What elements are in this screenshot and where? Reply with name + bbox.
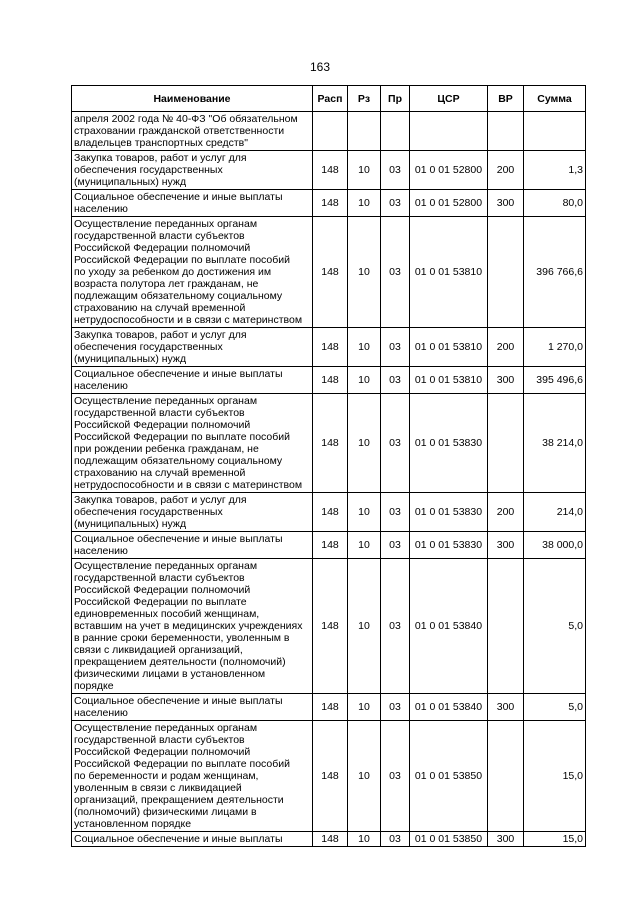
table-row [72,832,586,847]
cell-vr: 200 [488,151,524,190]
cell-vr [488,217,524,328]
cell-csr: 01 0 01 53810 [410,217,488,328]
cell-rz: 10 [348,190,381,217]
cell-pr: 03 [381,559,410,694]
cell-rasp: 148 [313,559,348,694]
cell-csr: 01 0 01 52800 [410,190,488,217]
cell-rasp: 148 [313,367,348,394]
cell-rasp: 148 [313,694,348,721]
cell-csr: 01 0 01 53810 [410,367,488,394]
cell-rz: 10 [348,532,381,559]
cell-rz: 10 [348,493,381,532]
cell-csr: 01 0 01 53850 [410,832,488,847]
cell-rasp: 148 [313,328,348,367]
cell-rz: 10 [348,151,381,190]
cell-rasp: 148 [313,532,348,559]
cell-vr [488,394,524,493]
cell-name: Социальное обеспечение и иные выплаты населению [72,367,313,394]
table-row [72,532,586,559]
cell-vr: 300 [488,367,524,394]
cell-pr: 03 [381,394,410,493]
cell-sum: 396 766,6 [524,217,586,328]
cell-sum: 38 000,0 [524,532,586,559]
table-row [72,217,586,328]
cell-csr: 01 0 01 53810 [410,328,488,367]
cell-rasp: 148 [313,190,348,217]
cell-pr: 03 [381,493,410,532]
cell-sum: 15,0 [524,721,586,832]
table-row [72,190,586,217]
cell-vr: 300 [488,190,524,217]
cell-csr: 01 0 01 53850 [410,721,488,832]
cell-sum: 15,0 [524,832,586,847]
table-body [72,112,586,847]
header-rz: Рз [348,86,381,112]
cell-pr: 03 [381,532,410,559]
cell-name: Осуществление переданных органам государственной власти субъектов Российской Федерации полномочий Российской Федерации по выплате пособий по уходу за ребенком до достижения им возраста полутора лет гражданам, не подлежащим обязательному социальному страхованию на случай временной нетрудоспособности и в связи с материнством [72,217,313,328]
cell-rasp: 148 [313,493,348,532]
cell-sum: 395 496,6 [524,367,586,394]
cell-pr: 03 [381,832,410,847]
table-row [72,328,586,367]
cell-vr [488,559,524,694]
table-row [72,721,586,832]
cell-vr: 200 [488,493,524,532]
cell-sum: 1 270,0 [524,328,586,367]
cell-name: Социальное обеспечение и иные выплаты населению [72,190,313,217]
cell-rz: 10 [348,367,381,394]
cell-csr: 01 0 01 53840 [410,694,488,721]
cell-pr: 03 [381,694,410,721]
cell-rasp [313,112,348,151]
cell-name: Осуществление переданных органам государственной власти субъектов Российской Федерации полномочий Российской Федерации по выплате пособий по беременности и родам женщинам, уволенным в связи с ликвидацией организаций, прекращением деятельности (полномочий) физическими лицами в установленном порядке [72,721,313,832]
cell-vr: 200 [488,328,524,367]
cell-rz: 10 [348,394,381,493]
cell-pr: 03 [381,721,410,832]
cell-name: Закупка товаров, работ и услуг для обеспечения государственных (муниципальных) нужд [72,493,313,532]
table-row [72,112,586,151]
cell-name: Осуществление переданных органам государственной власти субъектов Российской Федерации полномочий Российской Федерации по выплате единовременных пособий женщинам, вставшим на учет в медицинских учреждениях в ранние сроки беременности, уволенным в связи с ликвидацией организаций, прекращением деятельности (полномочий) физическими лицами в установленном порядке [72,559,313,694]
cell-vr [488,721,524,832]
cell-pr: 03 [381,151,410,190]
budget-table [71,85,586,847]
cell-pr: 03 [381,367,410,394]
cell-name: Социальное обеспечение и иные выплаты населению [72,694,313,721]
cell-rz: 10 [348,721,381,832]
cell-csr: 01 0 01 52800 [410,151,488,190]
header-csr: ЦСР [410,86,488,112]
cell-rasp: 148 [313,151,348,190]
cell-vr [488,112,524,151]
cell-rz: 10 [348,328,381,367]
header-pr: Пр [381,86,410,112]
table-row [72,394,586,493]
cell-csr [410,112,488,151]
table-header-row [72,86,586,112]
cell-sum: 1,3 [524,151,586,190]
cell-name: Социальное обеспечение и иные выплаты [72,832,313,847]
cell-rz: 10 [348,559,381,694]
cell-sum: 214,0 [524,493,586,532]
cell-vr: 300 [488,532,524,559]
cell-name: апреля 2002 года № 40-ФЗ "Об обязательном страховании гражданской ответственности владельцев транспортных средств" [72,112,313,151]
cell-pr: 03 [381,328,410,367]
header-name: Наименование [72,86,313,112]
cell-sum: 38 214,0 [524,394,586,493]
cell-pr [381,112,410,151]
table-row [72,559,586,694]
cell-rasp: 148 [313,394,348,493]
table-row [72,493,586,532]
cell-csr: 01 0 01 53830 [410,394,488,493]
cell-pr: 03 [381,217,410,328]
cell-pr: 03 [381,190,410,217]
cell-rasp: 148 [313,217,348,328]
cell-rasp: 148 [313,832,348,847]
header-sum: Сумма [524,86,586,112]
cell-rz: 10 [348,832,381,847]
cell-name: Закупка товаров, работ и услуг для обеспечения государственных (муниципальных) нужд [72,328,313,367]
cell-sum: 5,0 [524,694,586,721]
cell-vr: 300 [488,694,524,721]
table-row [72,367,586,394]
cell-name: Социальное обеспечение и иные выплаты населению [72,532,313,559]
table-row [72,694,586,721]
cell-csr: 01 0 01 53830 [410,493,488,532]
cell-name: Осуществление переданных органам государственной власти субъектов Российской Федерации полномочий Российской Федерации по выплате пособий при рождении ребенка гражданам, не подлежащим обязательному социальному страхованию на случай временной нетрудоспособности и в связи с материнством [72,394,313,493]
cell-rz: 10 [348,694,381,721]
cell-sum: 5,0 [524,559,586,694]
cell-rz [348,112,381,151]
table-row [72,151,586,190]
cell-csr: 01 0 01 53830 [410,532,488,559]
cell-sum: 80,0 [524,190,586,217]
cell-name: Закупка товаров, работ и услуг для обеспечения государственных (муниципальных) нужд [72,151,313,190]
page-number: 163 [309,60,331,74]
cell-vr: 300 [488,832,524,847]
cell-csr: 01 0 01 53840 [410,559,488,694]
cell-rz: 10 [348,217,381,328]
header-rasp: Расп [313,86,348,112]
header-vr: ВР [488,86,524,112]
cell-sum [524,112,586,151]
cell-rasp: 148 [313,721,348,832]
